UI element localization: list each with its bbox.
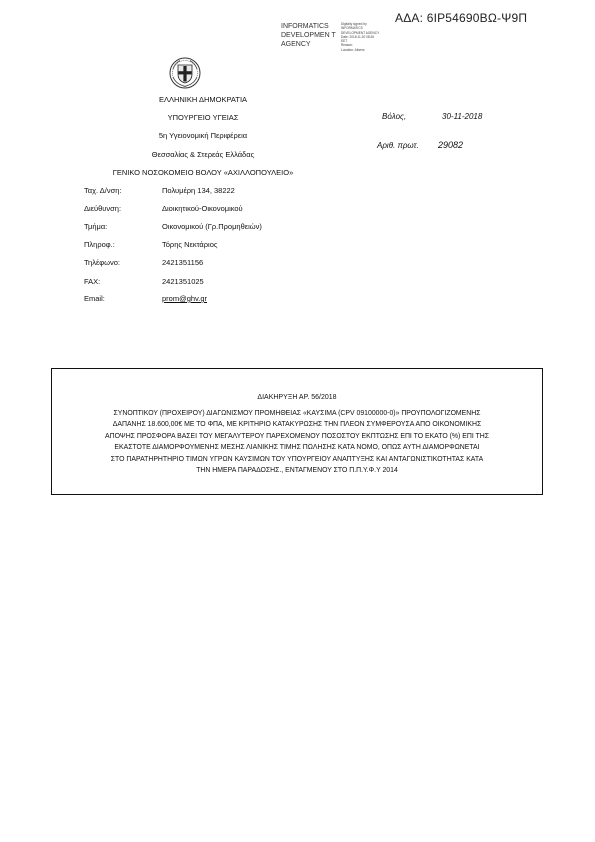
contact-label-directorate: Διεύθυνση: xyxy=(84,204,122,213)
contact-label-address: Ταχ. Δ/νση: xyxy=(84,186,122,195)
protocol-number: 29082 xyxy=(438,140,464,150)
contact-label-info: Πληροφ.: xyxy=(84,240,115,249)
signature-stamp-title: INFORMATICS DEVELOPMEN T AGENCY xyxy=(281,23,336,48)
issuer-line-republic: ΕΛΛΗΝΙΚΗ ΔΗΜΟΚΡΑΤΙΑ xyxy=(158,95,248,104)
contact-value-directorate: Διοικητικού-Οικονομικού xyxy=(162,204,243,213)
contact-label-phone: Τηλέφωνο: xyxy=(84,258,121,267)
signature-stamp-details: Digitally signed by INFORMATICS DEVELOPMENT AGENCY Date: 2018.11.30 08:26 EET Reason: Location: Athens xyxy=(341,22,380,52)
ada-code: ΑΔΑ: 6ΙΡ54690ΒΩ-Ψ9Π xyxy=(395,11,528,25)
protocol-label: Αριθ. πρωτ. xyxy=(377,141,419,150)
notice-line: ΣΤΟ ΠΑΡΑΤΗΡΗΤΗΡΙΟ ΤΙΜΩΝ ΥΓΡΩΝ ΚΑΥΣΙΜΩΝ ΤΟΥ ΥΠΟΥΡΓΕΙΟΥ ΑΝΑΠΤΥΞΗΣ ΚΑΙ ΑΝΤΑΓΩΝΙΣΤΙΚΟΤΗΤΑΣ ΚΑΤΑ xyxy=(110,455,484,463)
issuer-line-region: 5η Υγειονομική Περιφέρεια xyxy=(158,131,248,140)
notice-line: ΑΠΟΨΗΣ ΠΡΟΣΦΟΡΑ ΒΑΣΕΙ ΤΟΥ ΜΕΓΑΛΥΤΕΡΟΥ ΠΑΡΕΧΟΜΕΝΟΥ ΠΟΣΟΣΤΟΥ ΕΚΠΤΩΣΗΣ ΕΠΙ ΤΟ ΕΚΑΤΟ (%) ΕΠΙ ΤΗΣ xyxy=(105,432,489,440)
notice-line: ΣΥΝΟΠΤΙΚΟΥ (ΠΡΟΧΕΙΡΟΥ) ΔΙΑΓΩΝΙΣΜΟΥ ΠΡΟΜΗΘΕΙΑΣ «ΚΑΥΣΙΜΑ (CPV 09100000-0)» ΠΡΟΥΠΟΛΟΓΙΖΟΜΕΝΗΣ xyxy=(113,410,481,417)
date-value: 30-11-2018 xyxy=(442,112,483,121)
contact-value-info: Τόρης Νεκτάριος xyxy=(162,240,218,249)
notice-body xyxy=(56,408,538,476)
date-label: Βόλος, xyxy=(382,112,407,121)
contact-value-phone: 2421351156 xyxy=(162,258,204,267)
issuer-line-ministry: ΥΠΟΥΡΓΕΙΟ ΥΓΕΙΑΣ xyxy=(167,113,239,122)
contact-label-email: Email: xyxy=(84,294,105,303)
notice-line: ΔΑΠΑΝΗΣ 18.600,00€ ΜΕ ΤΟ ΦΠΑ, ΜΕ ΚΡΙΤΗΡΙΟ ΚΑΤΑΚΥΡΩΣΗΣ ΤΗΝ ΠΛΕΟΝ ΣΥΜΦΕΡΟΥΣΑ ΑΠΟ ΟΙΚΟΝΟΜΙΚΗΣ xyxy=(112,421,482,429)
contact-value-fax: 2421351025 xyxy=(162,277,204,286)
contact-value-department: Οικονομικού (Γρ.Προμηθειών) xyxy=(162,222,262,231)
contact-value-address: Πολυμέρη 134, 38222 xyxy=(162,186,235,195)
contact-label-fax: FAX: xyxy=(84,277,101,286)
issuer-line-hospital: ΓΕΝΙΚΟ ΝΟΣΟΚΟΜΕΙΟ ΒΟΛΟΥ «ΑΧΙΛΛΟΠΟΥΛΕΙΟ» xyxy=(112,168,294,177)
contact-email-link[interactable]: prom@ghv.gr xyxy=(162,294,207,303)
notice-line: ΤΗΝ ΗΜΕΡΑ ΠΑΡΑΔΟΣΗΣ., ΕΝΤΑΓΜΕΝΟΥ ΣΤΟ Π.Π.Υ.Φ.Υ 2014 xyxy=(196,467,398,475)
greek-emblem-icon xyxy=(169,57,201,89)
notice-line: ΕΚΑΣΤΟΤΕ ΔΙΑΜΟΡΦΟΥΜΕΝΗΣ ΜΕΣΗΣ ΛΙΑΝΙΚΗΣ ΤΙΜΗΣ ΠΩΛΗΣΗΣ ΚΑΤΑ ΝΟΜΟ, ΟΠΩΣ ΑΥΤΗ ΔΙΑΜΟΡΦΩΝΕΤΑΙ xyxy=(114,444,480,452)
issuer-line-area: Θεσσαλίας & Στερεάς Ελλάδας xyxy=(151,150,255,159)
contact-label-department: Τμήμα: xyxy=(84,222,108,231)
notice-title: ΔΙΑΚΗΡΥΞΗ ΑΡ. 56/2018 xyxy=(257,394,337,401)
